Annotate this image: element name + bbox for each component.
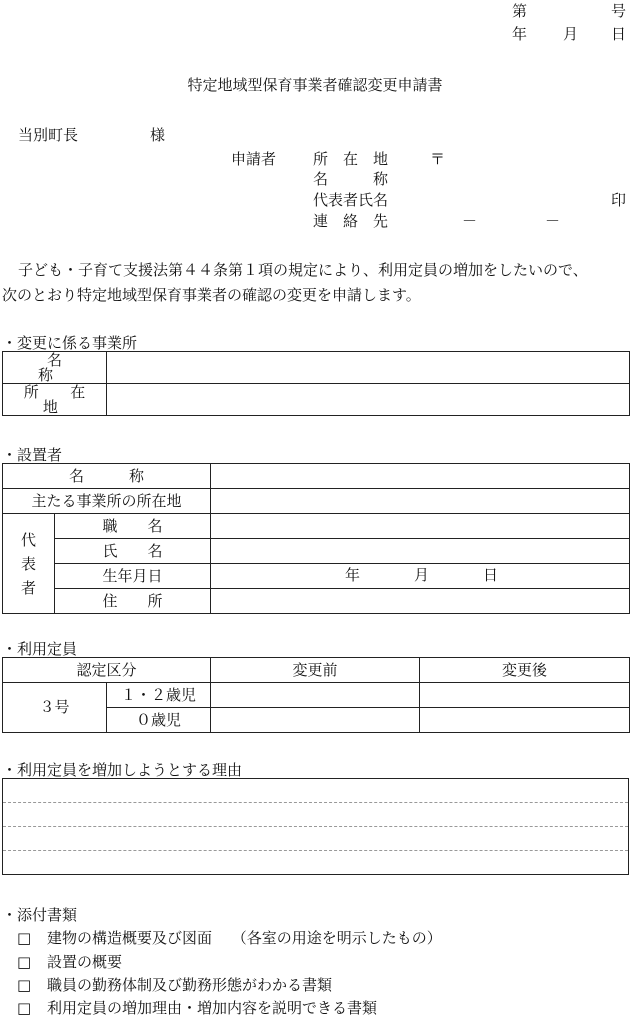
attachment-item: □ 利用定員の増加理由・増加内容を説明できる書類	[17, 999, 378, 1017]
birthdate-label: 生年月日	[55, 564, 211, 589]
checkbox[interactable]: □	[17, 929, 32, 947]
facility-table	[2, 351, 630, 416]
capacity-heading: ・利用定員	[2, 640, 78, 658]
establisher-name-field[interactable]	[211, 464, 630, 489]
postal-mark: 〒	[430, 150, 446, 168]
date-year-label: 年	[512, 25, 528, 43]
facility-address-field[interactable]	[107, 384, 630, 416]
applicant-name-label: 名 称	[313, 170, 389, 188]
attachment-item: □ 設置の概要	[17, 953, 123, 971]
applicant-rep-label: 代表者氏名	[313, 191, 389, 209]
facility-name-field[interactable]	[107, 352, 630, 384]
capacity-after-1-2[interactable]	[420, 683, 630, 708]
contact-dash-1: －	[462, 212, 478, 230]
checkbox[interactable]: □	[17, 953, 32, 971]
date-day-label: 日	[611, 25, 627, 43]
age-label-1-2: １・２歳児	[107, 683, 211, 708]
facility-address-label: 所 在 地	[3, 384, 107, 416]
establisher-heading: ・設置者	[2, 446, 63, 464]
main-office-field[interactable]	[211, 489, 630, 514]
reason-heading: ・利用定員を増加しようとする理由	[2, 761, 243, 779]
representative-group-label: 代 表 者	[3, 514, 55, 614]
person-name-label: 氏 名	[55, 539, 211, 564]
establisher-name-label: 名 称	[3, 464, 211, 489]
category-header: 認定区分	[3, 658, 211, 683]
attachments-heading: ・添付書類	[2, 906, 78, 924]
document-number-label: 第	[512, 2, 528, 20]
capacity-before-0[interactable]	[211, 708, 420, 733]
body-text-line-1: 子ども・子育て支援法第４４条第１項の規定により、利用定員の増加をしたいので、	[18, 261, 588, 279]
facility-name-label: 名 称	[3, 352, 107, 384]
residence-label: 住 所	[55, 589, 211, 614]
reason-rule-line	[3, 826, 628, 827]
reason-rule-line	[3, 850, 628, 851]
applicant-contact-label: 連 絡 先	[313, 212, 389, 230]
main-office-label: 主たる事業所の所在地	[3, 489, 211, 514]
checkbox[interactable]: □	[17, 999, 32, 1017]
class-label: ３号	[3, 683, 107, 733]
person-name-field[interactable]	[211, 539, 630, 564]
after-header: 変更後	[420, 658, 630, 683]
attachment-item: □ 建物の構造概要及び図面 （各室の用途を明示したもの）	[17, 929, 442, 947]
position-label: 職 名	[55, 514, 211, 539]
capacity-after-0[interactable]	[420, 708, 630, 733]
applicant-label: 申請者	[231, 150, 277, 168]
document-number-suffix: 号	[611, 2, 627, 20]
position-field[interactable]	[211, 514, 630, 539]
age-label-0: ０歳児	[107, 708, 211, 733]
date-month-label: 月	[563, 25, 579, 43]
capacity-before-1-2[interactable]	[211, 683, 420, 708]
birthdate-field[interactable]: 年 月 日	[211, 564, 630, 589]
seal-mark: 印	[611, 191, 627, 209]
body-text-line-2: 次のとおり特定地域型保育事業者の確認の変更を申請します。	[2, 286, 421, 304]
before-header: 変更前	[211, 658, 420, 683]
applicant-address-label: 所 在 地	[313, 150, 389, 168]
attachment-item: □ 職員の勤務体制及び勤務形態がわかる書類	[17, 976, 333, 994]
addressee-name: 当別町長	[18, 126, 79, 144]
establisher-table	[2, 463, 630, 614]
reason-rule-line	[3, 802, 628, 803]
capacity-table	[2, 657, 630, 733]
addressee-honorific: 様	[150, 126, 166, 144]
residence-field[interactable]	[211, 589, 630, 614]
contact-dash-2: －	[545, 212, 561, 230]
page-title: 特定地域型保育事業者確認変更申請書	[187, 76, 443, 94]
checkbox[interactable]: □	[17, 976, 32, 994]
reason-field[interactable]	[2, 778, 629, 875]
facility-heading: ・変更に係る事業所	[2, 334, 138, 352]
